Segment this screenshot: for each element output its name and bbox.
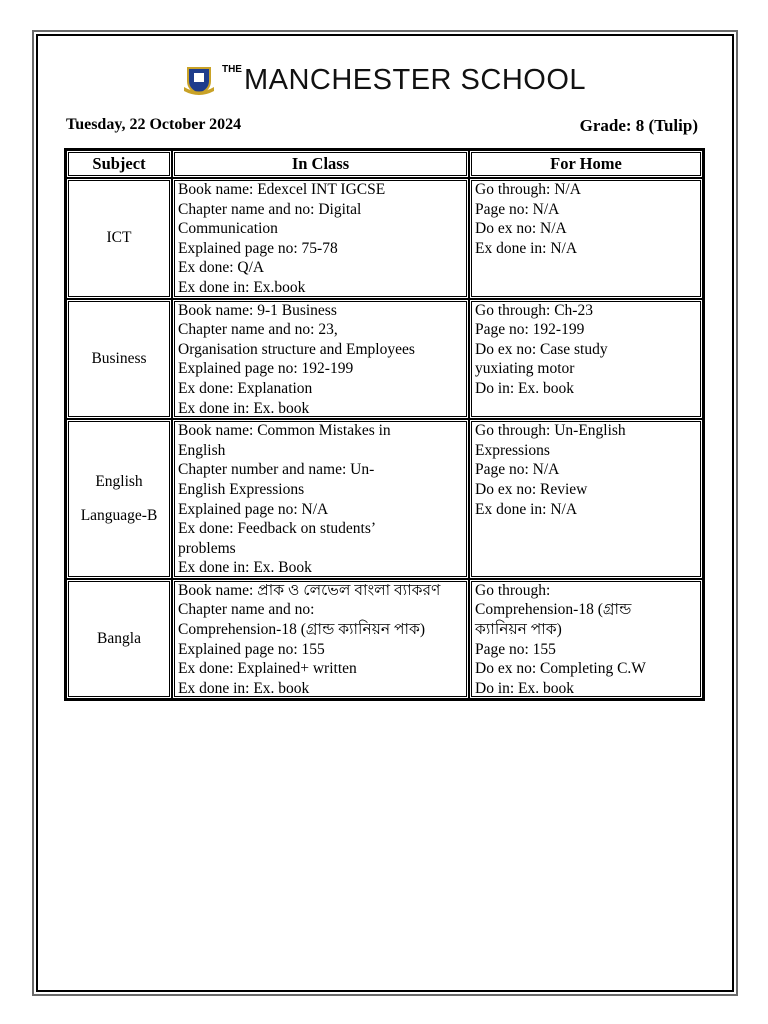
school-name-prefix: THE [221, 64, 242, 75]
in-class-line: Chapter number and name: Un- [178, 461, 375, 479]
for-home-line: Do in: Ex. book [475, 379, 575, 397]
for-home-line: ক্যানিয়ন পাক) [475, 621, 562, 639]
for-home-cell [469, 419, 703, 579]
in-class-line: Ex done in: Ex. Book [178, 559, 312, 577]
for-home-line: Go through: [475, 581, 551, 599]
school-name: MANCHESTER SCHOOL [243, 63, 587, 96]
for-home-line: Go through: Un-English [475, 422, 626, 440]
in-class-line: Ex done in: Ex.book [178, 278, 306, 296]
in-class-line: Ex done: Explained+ written [178, 660, 357, 678]
for-home-cell [469, 299, 703, 420]
in-class-line: Explained page no: 192-199 [178, 360, 354, 378]
for-home-line: Comprehension-18 (গ্রান্ড [475, 601, 632, 619]
school-header [0, 58, 768, 102]
subject-cell [66, 419, 172, 579]
subject-name: ICT [106, 229, 132, 247]
for-home-line: Do in: Ex. book [475, 679, 575, 697]
column-header-in-class: In Class [172, 150, 469, 178]
for-home-line: Page no: N/A [475, 200, 560, 218]
school-crest-logo [182, 63, 216, 97]
for-home-line: Do ex no: Completing C.W [475, 660, 646, 678]
in-class-line: Book name: 9-1 Business [178, 301, 337, 319]
in-class-line: Explained page no: 75-78 [178, 239, 338, 257]
for-home-line: Page no: 192-199 [475, 321, 585, 339]
subject-cell [66, 299, 172, 420]
subject-name: Language-B [80, 507, 158, 524]
in-class-line: Chapter name and no: Digital [178, 200, 362, 218]
subject-cell [66, 178, 172, 299]
for-home-line: Go through: N/A [475, 181, 581, 198]
table-row [66, 579, 703, 700]
for-home-line: Page no: N/A [475, 461, 560, 479]
for-home-line: Do ex no: Case study [475, 340, 608, 358]
in-class-line: Explained page no: 155 [178, 640, 325, 658]
homework-table [64, 148, 705, 701]
in-class-line: Ex done in: Ex. book [178, 399, 310, 417]
in-class-line: English Expressions [178, 480, 305, 498]
table-row [66, 419, 703, 579]
in-class-cell [172, 579, 469, 700]
column-header-for-home: For Home [469, 150, 703, 178]
grade-label: Grade: 8 (Tulip) [579, 116, 698, 135]
in-class-line: Comprehension-18 (গ্রান্ড ক্যানিয়ন পাক) [178, 621, 426, 639]
in-class-line: Book name: Edexcel INT IGCSE [178, 181, 386, 198]
in-class-line: Organisation structure and Employees [178, 340, 415, 358]
table-row [66, 299, 703, 420]
in-class-line: Communication [178, 220, 278, 238]
in-class-cell [172, 419, 469, 579]
for-home-line: Do ex no: N/A [475, 220, 567, 238]
in-class-cell [172, 178, 469, 299]
in-class-line: Book name: Common Mistakes in [178, 422, 391, 440]
in-class-line: Ex done: Q/A [178, 259, 265, 277]
date-grade-row [66, 116, 698, 136]
for-home-cell [469, 579, 703, 700]
in-class-line: Ex done: Feedback on students’ [178, 520, 377, 538]
subject-cell [66, 579, 172, 700]
subject-name: Bangla [97, 630, 141, 648]
for-home-line: Ex done in: N/A [475, 239, 578, 257]
for-home-line: Go through: Ch-23 [475, 301, 593, 319]
in-class-line: Chapter name and no: 23, [178, 321, 338, 339]
for-home-cell [469, 178, 703, 299]
for-home-line: yuxiating motor [475, 360, 575, 378]
subject-name: English [95, 473, 143, 490]
date-label: Tuesday, 22 October 2024 [66, 116, 242, 133]
for-home-line: Page no: 155 [475, 640, 556, 658]
table-row [66, 178, 703, 299]
in-class-cell [172, 299, 469, 420]
in-class-line: Ex done: Explanation [178, 379, 313, 397]
for-home-line: Ex done in: N/A [475, 500, 578, 518]
column-header-subject: Subject [66, 150, 172, 178]
in-class-line: Ex done in: Ex. book [178, 679, 310, 697]
in-class-line: Book name: প্রাক ও লেভেল বাংলা ব্যাকরণ [178, 581, 441, 599]
subject-name: Business [91, 349, 147, 367]
table-header-row [66, 150, 703, 178]
for-home-line: Expressions [475, 441, 550, 459]
in-class-line: Chapter name and no: [178, 601, 315, 619]
for-home-line: Do ex no: Review [475, 480, 588, 498]
in-class-line: English [178, 441, 226, 459]
in-class-line: Explained page no: N/A [178, 500, 329, 518]
in-class-line: problems [178, 539, 236, 557]
